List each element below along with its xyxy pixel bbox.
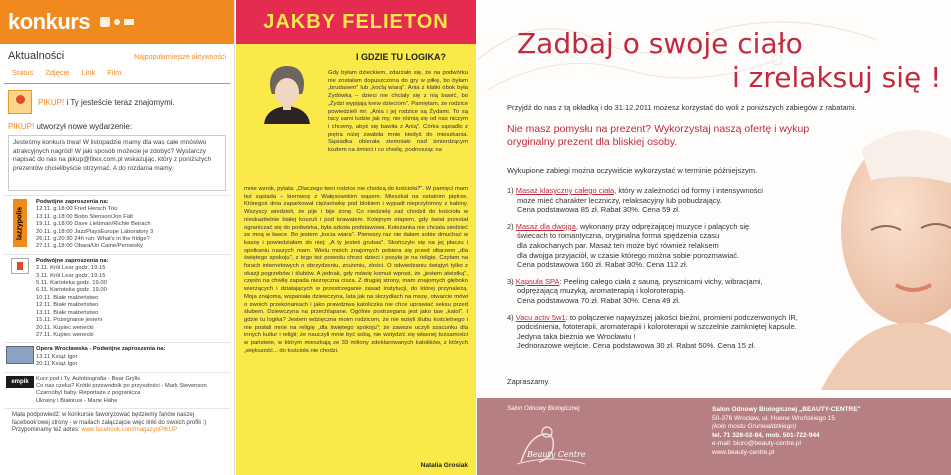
event-line: 26.11. g.20:30 24h run: What's in the fridge? [36, 236, 150, 243]
event-head: Opera Wrocławska - Podwójne zaproszenia na: [36, 346, 166, 353]
popular-link[interactable]: Najpopularniejsze aktywności [134, 54, 226, 61]
event-body [36, 199, 230, 251]
logo-text: Beauty Centre [527, 450, 586, 459]
event-body [36, 258, 230, 339]
item-number: 2) [507, 221, 514, 231]
felieton-title: JAKBY FELIETON [263, 10, 449, 33]
salon-address: 50-376 Wrocław, ul. Hoene Wrońskiego 15 [712, 414, 835, 422]
friend-text: i Ty jesteście teraz znajomymi. [64, 97, 175, 107]
article-text-top: Gdy byłam dzieckiem, zdarzało się, że na podwórku nie zostałam dopuszczona do gry w piłkę, bo byłam „brudasem" lub „koclą wiarą". Ania z klatki obok była Żydówką – dzieci nie chciały się z nią bawić, bo „Żydzi wypijają krew dzieciom". Pamiętam, że rodzice powiedzieli mi: „Ania i jej rodzice są Żydami. To są tacy sami ludzie jak my, nie różnią się od nas niczym i chcemy, abyś się bawiła z Anią". Córka sąsiadki z piętra niżej zwabiła mnie kiedyś do mieszkania. Sąsiadka obierała ziemniaki nad śmierdzącym kozłem na śmieci i co chwilę, podnosząc na [328, 70, 468, 154]
aktualnosci-title: Aktualności [8, 50, 65, 62]
event-line: 3.11. Król Lear godz. 19.15 [36, 272, 106, 279]
teatr-logo [11, 258, 29, 274]
headline-2: i zrelaksuj się ! [732, 61, 942, 94]
tab-film[interactable]: Film [107, 68, 122, 77]
dot-icon [114, 19, 120, 25]
lazy-logo: lazzypolis [13, 199, 27, 247]
opera-logo [6, 346, 34, 364]
friend-notice-text [38, 98, 175, 107]
treatment-name[interactable]: Kapsuła SPA [515, 276, 560, 286]
teatr-logo-wrap [4, 258, 36, 339]
headline-1: Zadbaj o swoje ciało [517, 27, 803, 60]
footer-note [4, 408, 230, 438]
event-post-head-text: utworzył nowe wydarzenie: [34, 122, 133, 131]
closing-text: Zapraszamy. [507, 377, 550, 386]
treatment-detail: Jedyna taka bieżnia we Wrocławiu ! [517, 331, 636, 341]
item-number: 4) [507, 312, 514, 322]
footer-address [12, 427, 222, 435]
event-line: 27.11. g.18:00 Obara/Uri Caine/Perowsky [36, 243, 143, 250]
treatment-desc: : Peeling całego ciała z sauną, prysznicami vichy, wibracjami, [559, 276, 763, 286]
contact-band [477, 398, 951, 475]
event-line: 10.11. Białe małżeństwo [36, 294, 99, 301]
felieton-header [236, 0, 476, 44]
konkurs-header [0, 0, 234, 44]
treatment-price: Cena podstawowa 160 zł. Rabat 30%. Cena 112 zł. [517, 260, 688, 270]
ornament-swirl [477, 0, 951, 120]
event-list [4, 195, 230, 408]
event-body [36, 376, 230, 406]
event-line: 5.11. Kartoteka godz. 19.00 [36, 280, 107, 287]
bar-icon [124, 19, 134, 25]
beauty-centre-logo [511, 418, 591, 470]
konkurs-title: konkurs [8, 9, 91, 34]
facebook-link[interactable]: www.facebook.com/magazynPIKUP [81, 427, 178, 434]
gift-question: Nie masz pomysłu na prezent? Wykorzystaj naszą ofertę i wykup oryginalny prezent dla bliskiej osoby. [507, 123, 810, 148]
konkurs-column [0, 0, 235, 475]
empik-logo-wrap [4, 376, 36, 406]
treatment-list [507, 186, 837, 358]
treatment-line [507, 313, 837, 323]
event-line: Czarnobyl baby. Reportaże z pogranicza [36, 390, 141, 397]
square-icon [100, 17, 110, 27]
event-post-body: Jesteśmy konkurs trwa! W listopadzie mamy dla was całe mnóstwo atrakcyjnych nagród! W jaki sposób możecie je zdobyć? Wystarczy napisać do nas na pikup@fitex.com.pl wskazując, który z poniższych prezentów chcielibyście otrzymać. A do rozdania mamy: [8, 135, 226, 191]
event-post-head [0, 120, 234, 133]
item-number: 1) [507, 186, 514, 195]
treatment-price: Jednorazowe wejście. Cena podstawowa 30 zł. Rabat 50%. Cena 15 zł. [517, 341, 756, 351]
treatment-item [507, 277, 837, 306]
tab-status[interactable]: Status [12, 68, 34, 77]
event-head: Podwójne zaproszenia na: [36, 257, 109, 264]
treatment-desc: , wykonany przy odprężającej muzyce i palących się [575, 221, 750, 231]
treatment-item [507, 222, 837, 270]
event-item [4, 254, 230, 342]
empik-logo: empik [6, 376, 34, 388]
treatment-detail: podciśnienia, fototerapii, aromaterapii i koloroterapii w szczelnie zamkniętej kapsule. [517, 322, 797, 332]
event-line: 13.11 Książ Igor [36, 353, 78, 360]
treatment-item [507, 186, 837, 215]
avatar[interactable] [8, 90, 32, 114]
event-line: 19.11. g.18:00 Dave Liebman/Richie Beirach [36, 221, 151, 228]
friend-notice [0, 84, 234, 120]
event-line: 15.11. Pożegnanie jesieni [36, 317, 102, 324]
event-line: 12.11. g.18:00 Fred Hersch Trio [36, 206, 118, 213]
intro-text: Przyjdź do nas z tą okładką i do 31.12.2011 możesz korzystać do woli z poniższych zabiegów z rabatami. [507, 103, 857, 112]
treatment-detail: dla dwojga przyjaciół, w czasie którego można sobie porozmawiać. [517, 250, 740, 260]
article-title: I GDZIE TU LOGIKA? [356, 52, 446, 62]
beauty-ad [477, 0, 951, 475]
felieton-column [236, 0, 476, 475]
treatment-price: Cena podstawowa 85 zł. Rabat 30%. Cena 59 zł. [517, 205, 681, 215]
event-body [36, 346, 230, 368]
event-line: 27.11. Kupiec wenecki [36, 331, 94, 338]
pikup-name[interactable]: PIKUP! [38, 97, 65, 107]
event-item [4, 342, 230, 371]
item-number: 3) [507, 276, 514, 286]
event-line: 2.11. Król Lear godz. 19.15 [36, 265, 106, 272]
status-tabs [4, 62, 230, 84]
treatment-detail: świecach to romantyczna, oryginalna forma spędzenia czasu [517, 231, 720, 241]
tab-link[interactable]: Link [81, 68, 96, 77]
treatment-name[interactable]: Vacu activ 5w1 [515, 312, 566, 322]
event-item [4, 372, 230, 409]
treatment-name[interactable]: Masaż klasyczny całego ciała [515, 186, 615, 195]
treatment-detail: dla zakochanych par. Masaż ten może być również relaksem [517, 240, 719, 250]
treatment-item [507, 313, 837, 351]
footer-label: Przypominamy też adres: [12, 427, 82, 434]
salon-phone: tel. 71 328-02-84, mob. 501-722-944 [712, 431, 820, 439]
treatment-desc: , który w zależności od formy i intensywności [614, 186, 763, 195]
event-line: 12.11. Białe małżeństwo [36, 302, 99, 309]
event-line: 6.11. Kartoteka godz. 19.00 [36, 287, 107, 294]
event-line: 20.11 Książ Igor [36, 361, 78, 368]
article-author: Natalia Grosiak [420, 462, 468, 469]
event-line: Co nas czeka? Krótki przewodnik po przyszłości - Mark Stevenson [36, 382, 207, 389]
pikup-name-2[interactable]: PIKUP! [8, 122, 35, 131]
salon-tagline: Salon Odnowy Biologicznej [507, 406, 580, 412]
treatment-detail: odprężającą muzyką, aromaterapią i koloroterapią. [517, 286, 686, 296]
author-photo [256, 60, 318, 124]
event-line: 13.11. Białe małżeństwo [36, 309, 99, 316]
article-text-bottom: mnie wzrok, pytała: „Dlaczego twoi rodzice nie chodzą do kościoła?". W pamięci mam też sąsiada – kierowcę z Wałęsowskim wąsem. Mieszkał na ostatnim piętrze. Któregoś dnia zaparkował ciężarówkę pod blokiem i wypadł nieprzytomny z kabiny. Wszyscy wiedzieli, że pije i bije żonę. Co niedzielę zaś chodził do kościoła w nieskazitelnie białej koszuli i pod krawatem. Kolejnym etapem, gdy świat przestał ograniczać się do podwórka, była szkoła podstawowa. Koleżanka nie chciała siedzieć ze mną w ławce. Bo jestem „kocia wiara". Pierwszy raz nie dałam sobie dmuchać w kaszę i powiedziałam do niej: „A ty jesteś grubas". Skończyło się na jej płaczu i spotkaniu naszych mam. Wielu moich znajomych pobiera się przed ołtarzem „dla świętego spokoju", z tego też powodu chrzci dzieci i posyła je na religię. Czytam na forach internetowych o obrzydzeniu, zrużeniu, złości. O odwiedzaniu świątyń tylko z okazji pogrzebów i ślubów. A jednak, gdy mówię komuś wprost, że „jestem ateistką", często na chwilę zapada niezręczna cisza. Z drugiej strony, mam znajomych głęboko wierzących i działających w przestrzeganie zasad instytucji, do której przynależą. Moja znajoma, wspaniała dziewczyna, lata jak na skrzydłach na mszę, otwarcie mówi o swoich przekonaniach i jako prawdziwa katoliczka nie chce uprawiać seksu przed ślubem. Dziewczyna na przechlapane. Ogólnie postrzegana jest jako taw „katol". I gdzie tu logika? Jestem wdzięczna moim rodzicom, że nie wzięli ślubu kościelnego i nie posłali mnie na religię „dla świętego spokoju"; że zawsze uczyli szacunku dla innych kultur i religii; że nauczyli mnie być sobą, nie wstydzić się własnej tożsamości w państwie, w którym mieszkają ze 33 miliony zdeklarowanych katolików, z których „większość... do kościoła nie chodzi. [244, 186, 468, 354]
event-line: 20.11. g.18:00 JazzPlaysEurope Laboratory 3 [36, 228, 154, 235]
salon-www[interactable]: www.beauty-centre.pl [712, 448, 775, 456]
tab-photo[interactable]: Zdjęcie [45, 68, 70, 77]
salon-address-note: (koło mostu Grunwaldzkiego) [712, 423, 797, 431]
opera-logo-wrap [4, 346, 36, 368]
footer-hint: Mała podpowiedź: w konkursie faworyzować będziemy fanów naszej facebook'owej strony - w mailach załączajcie więc linki do swoich profili :) [12, 412, 207, 426]
treatment-line [507, 277, 837, 287]
treatment-name[interactable]: Masaż dla dwojga [515, 221, 576, 231]
treatment-desc: : to połączenie najwyższej jakości bieżni, promieni podczerwonych IR, [565, 312, 798, 322]
treatment-detail: może mieć charakter leczniczy, relaksacyjny lub pobudzający. [517, 195, 722, 205]
event-item [4, 195, 230, 254]
event-line: Ukrainy i Białorusi - Marie Hähe [36, 397, 118, 404]
subline: Wykupione zabiegi można oczywiście wykorzystać w terminie późniejszym. [507, 166, 758, 175]
salon-email[interactable]: e-mail: biuro@beauty-centre.pl [712, 440, 801, 448]
salon-name: Salon Odnowy Biologicznej „BEAUTY-CENTRE" [712, 406, 861, 413]
event-head: Podwójne zaproszenia na: [36, 199, 109, 205]
event-line: Kurz pod i Ty. Autobiografia - Bear Grylls [36, 375, 141, 382]
lazy-logo-wrap [4, 199, 36, 251]
salon-contact [712, 406, 861, 458]
treatment-line [507, 222, 837, 232]
event-line: 20.11. Kupiec wenecki [36, 324, 94, 331]
event-line: 13.11. g.18:00 Bobo Stenson/Jon Fält [36, 213, 133, 220]
decor-icons [100, 17, 134, 27]
treatment-line [507, 186, 837, 196]
aktualnosci-row [0, 44, 234, 62]
treatment-price: Cena podstawowa 70 zł. Rabat 30%. Cena 49 zł. [517, 295, 681, 305]
